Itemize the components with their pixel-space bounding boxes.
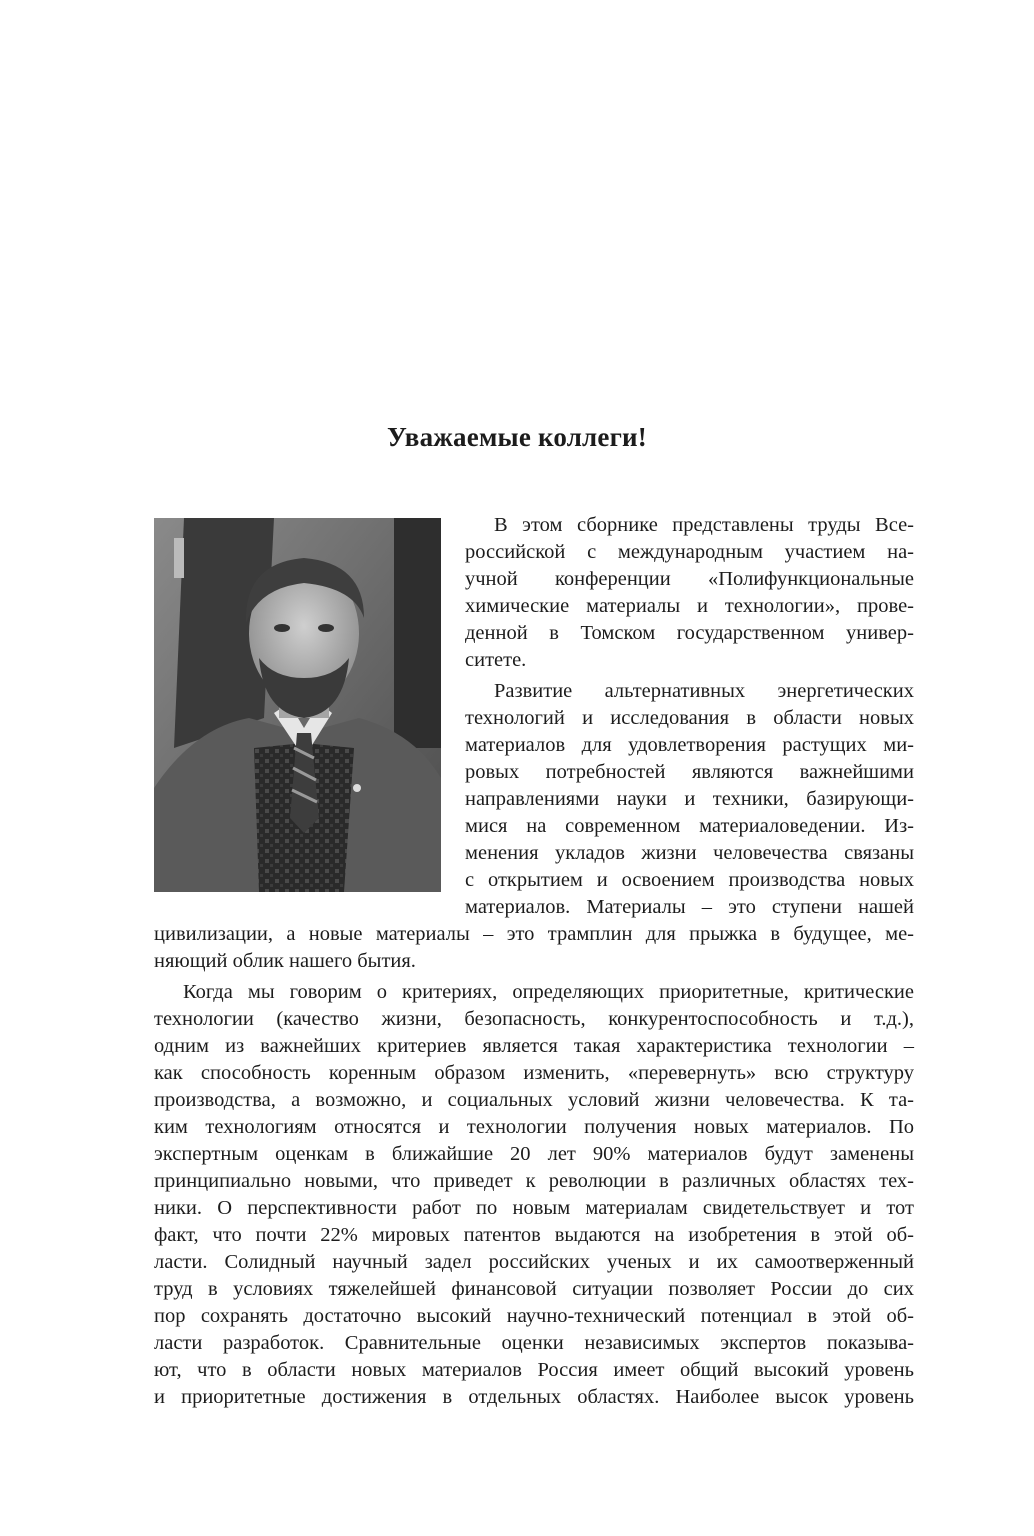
- text-line: цивилизации, а новые материалы – это трамплин для прыжка в будущее, ме-: [154, 923, 914, 945]
- portrait-photo: [154, 518, 441, 892]
- text-line: как способность коренным образом изменить, «перевернуть» всю структуру: [154, 1062, 914, 1084]
- text-line: факт, что почти 22% мировых патентов выдаются на изобретения в этой об-: [154, 1224, 914, 1246]
- text-line: ситете.: [465, 649, 527, 671]
- text-line: ласти. Солидный научный задел российских ученых и их самоотверженный: [154, 1251, 914, 1273]
- text-line: Когда мы говорим о критериях, определяющих приоритетные, критические: [183, 981, 914, 1003]
- page-title: Уважаемые коллеги!: [387, 422, 647, 452]
- text-line: пор сохранять достаточно высокий научно-технический потенциал в этой об-: [154, 1305, 914, 1327]
- text-line: российской с международным участием на-: [465, 541, 914, 563]
- text-line: ют, что в области новых материалов Россия имеет общий высокий уровень: [154, 1359, 914, 1381]
- text-line: с открытием и освоением производства новых: [465, 869, 914, 891]
- text-line: ласти разработок. Сравнительные оценки независимых экспертов показыва-: [154, 1332, 914, 1354]
- text-line: экспертным оценкам в ближайшие 20 лет 90% материалов будут заменены: [154, 1143, 914, 1165]
- text-line: менения укладов жизни человечества связаны: [465, 842, 914, 864]
- text-line: ровых потребностей являются важнейшими: [465, 761, 914, 783]
- text-line: няющий облик нашего бытия.: [154, 950, 416, 972]
- text-line: ники. О перспективности работ по новым материалам свидетельствует и тот: [154, 1197, 914, 1219]
- text-line: и приоритетные достижения в отдельных областях. Наиболее высок уровень: [154, 1386, 914, 1408]
- text-line: денной в Томском государственном универ-: [465, 622, 914, 644]
- text-line: технологий и исследования в области новых: [465, 707, 914, 729]
- text-line: учной конференции «Полифункциональные: [465, 568, 914, 590]
- text-line: В этом сборнике представлены труды Все-: [494, 514, 914, 536]
- text-line: технологии (качество жизни, безопасность, конкурентоспособность и т.д.),: [154, 1008, 914, 1030]
- text-line: материалов. Материалы – это ступени нашей: [465, 896, 914, 918]
- text-line: материалов для удовлетворения растущих ми-: [465, 734, 914, 756]
- text-line: Развитие альтернативных энергетических: [494, 680, 914, 702]
- text-line: ким технологиям относятся и технологии получения новых материалов. По: [154, 1116, 914, 1138]
- text-line: мися на современном материаловедении. Из-: [465, 815, 914, 837]
- text-line: одним из важнейших критериев является такая характеристика технологии –: [154, 1035, 914, 1057]
- text-line: труд в условиях тяжелейшей финансовой ситуации позволяет России до сих: [154, 1278, 914, 1300]
- text-line: направлениями науки и техники, базирующи-: [465, 788, 914, 810]
- text-line: химические материалы и технологии», прове-: [465, 595, 914, 617]
- text-line: производства, а возможно, и социальных условий жизни человечества. К та-: [154, 1089, 914, 1111]
- text-line: принципиально новыми, что приведет к революции в различных областях тех-: [154, 1170, 914, 1192]
